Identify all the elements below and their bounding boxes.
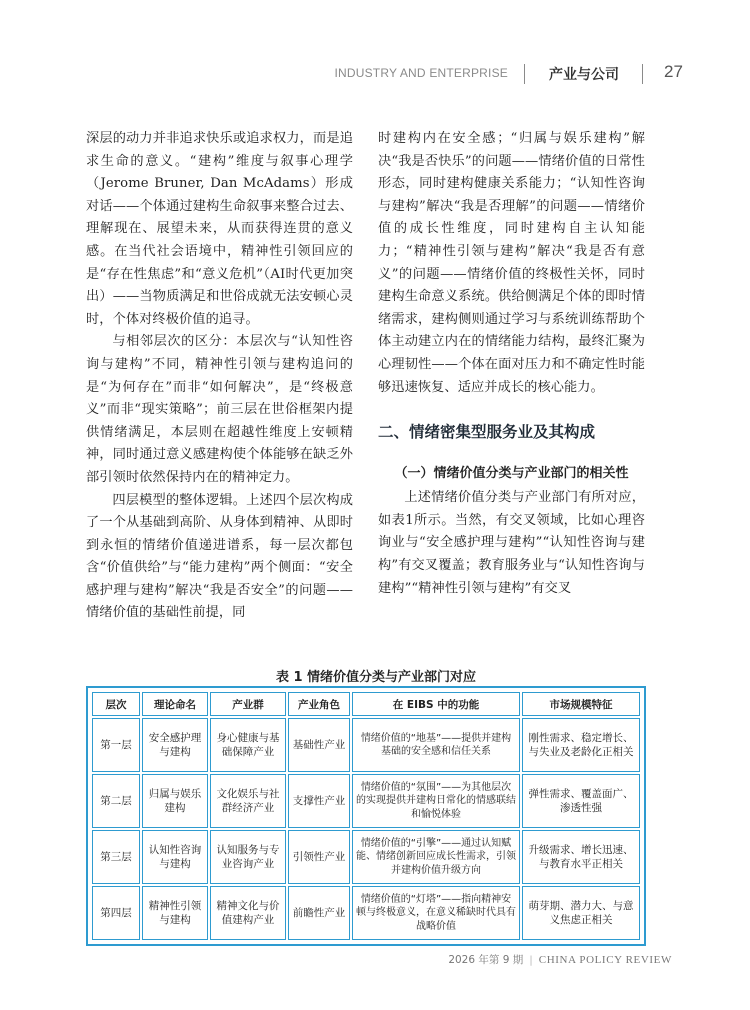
table-cell: 弹性需求、覆盖面广、渗透性强 bbox=[522, 774, 640, 828]
table-cell: 认知性咨询与建构 bbox=[142, 830, 208, 884]
table-row bbox=[92, 886, 640, 940]
data-table-frame bbox=[86, 686, 646, 946]
table-row bbox=[92, 774, 640, 828]
header-divider bbox=[524, 64, 525, 84]
table-header-cell: 层次 bbox=[92, 692, 140, 716]
table-cell: 文化娱乐与社群经济产业 bbox=[210, 774, 286, 828]
body-paragraph: 上述情绪价值分类与产业部门有所对应，如表1所示。当然，有交叉领域，比如心理咨询业与“安全感护理与建构”“认知性咨询与建构”有交叉覆盖；教育服务业与“认知性咨询与建构”“精神性引领与建构”有交叉 bbox=[378, 490, 645, 596]
table-header-cell: 产业群 bbox=[210, 692, 286, 716]
table-cell: 第一层 bbox=[92, 718, 140, 772]
table-caption: 表 1 情绪价值分类与产业部门对应 bbox=[275, 670, 477, 685]
running-header-english: INDUSTRY AND ENTERPRISE bbox=[334, 66, 508, 80]
table-cell: 升级需求、增长迅速、与教育水平正相关 bbox=[522, 830, 640, 884]
table-cell: 归属与娱乐建构 bbox=[142, 774, 208, 828]
table-cell: 情绪价值的“地基”——提供并建构基础的安全感和信任关系 bbox=[352, 718, 520, 772]
table-cell: 精神性引领与建构 bbox=[142, 886, 208, 940]
table-cell: 情绪价值的“灯塔”——指向精神安顿与终极意义，在意义稀缺时代具有战略价值 bbox=[352, 886, 520, 940]
table-cell: 第三层 bbox=[92, 830, 140, 884]
subsection-heading: （一）情绪价值分类与产业部门的相关性 bbox=[394, 466, 629, 482]
section-heading: 二、情绪密集型服务业及其构成 bbox=[378, 423, 596, 442]
table-header-cell: 在 EIBS 中的功能 bbox=[352, 692, 520, 716]
page-number: 27 bbox=[664, 62, 683, 81]
running-header-chinese: 产业与公司 bbox=[549, 67, 619, 83]
table-cell: 引领性产业 bbox=[288, 830, 350, 884]
table-row bbox=[92, 718, 640, 772]
table-header-row bbox=[92, 692, 640, 716]
table-cell: 精神文化与价值建构产业 bbox=[210, 886, 286, 940]
table-cell: 基础性产业 bbox=[288, 718, 350, 772]
table-cell: 安全感护理与建构 bbox=[142, 718, 208, 772]
table-cell: 情绪价值的“引擎”——通过认知赋能、情绪创新回应成长性需求，引领并建构价值升级方向 bbox=[352, 830, 520, 884]
body-paragraph: 深层的动力并非追求快乐或追求权力，而是追求生命的意义。“建构”维度与叙事心理学（Jerome Bruner, Dan McAdams）形成对话——个体通过建构生命叙事来整合过去、理解现在、展望未来，从而获得连贯的意义感。在当代社会语境中，精神性引领回应的是“存在性焦虑”和“意义危机”（AI时代更加突出）——当物质满足和世俗成就无法安顿心灵时，个体对终极价值的追寻。 bbox=[86, 131, 353, 327]
body-paragraph: 时建构内在安全感；“归属与娱乐建构”解决“我是否快乐”的问题——情绪价值的日常性形态，同时建构健康关系能力；“认知性咨询与建构”解决“我是否理解”的问题——情绪价值的成长性维度，同时建构自主认知能力；“精神性引领与建构”解决“我是否有意义”的问题——情绪价值的终极性关怀，同时建构生命意义系统。供给侧满足个体的即时情绪需求，建构侧则通过学习与系统训练帮助个体主动建立内在的情绪能力结构，最终汇聚为心理韧性——个体在面对压力和不确定性时能够迅速恢复、适应并成长的核心能力。 bbox=[378, 131, 645, 395]
issue-label: 2026 年第 9 期 bbox=[448, 954, 524, 966]
table-cell: 第四层 bbox=[92, 886, 140, 940]
table-header-cell: 产业角色 bbox=[288, 692, 350, 716]
left-column bbox=[86, 128, 353, 625]
footer-divider: | bbox=[529, 954, 533, 966]
table-header-cell: 理论命名 bbox=[142, 692, 208, 716]
table-cell: 萌芽期、潜力大、与意义焦虑正相关 bbox=[522, 886, 640, 940]
table-cell: 情绪价值的“氛围”——为其他层次的实现提供并建构日常化的情感联结和愉悦体验 bbox=[352, 774, 520, 828]
data-table bbox=[90, 690, 642, 942]
header-divider bbox=[642, 64, 643, 84]
table-row bbox=[92, 830, 640, 884]
table-header-cell: 市场规模特征 bbox=[522, 692, 640, 716]
right-column bbox=[378, 128, 645, 600]
body-paragraph: 四层模型的整体逻辑。上述四个层次构成了一个从基础到高阶、从身体到精神、从即时到永恒的情绪价值递进谱系，每一层次都包含“价值供给”与“能力建构”两个侧面：“安全感护理与建构”解决“我是否安全”的问题——情绪价值的基础性前提，同 bbox=[86, 492, 353, 621]
table-cell: 前瞻性产业 bbox=[288, 886, 350, 940]
page-footer bbox=[420, 952, 672, 967]
body-paragraph: 与相邻层次的区分：本层次与“认知性咨询与建构”不同，精神性引领与建构追问的是“为何存在”而非“如何解决”，是“终极意义”而非“现实策略”；前三层在世俗框架内提供情绪满足，本层则在超越性维度上安顿精神，同时通过意义感建构使个体能够在缺乏外部引领时依然保持内在的精神定力。 bbox=[86, 334, 353, 485]
table-cell: 第二层 bbox=[92, 774, 140, 828]
table-cell: 支撑性产业 bbox=[288, 774, 350, 828]
table-cell: 身心健康与基础保障产业 bbox=[210, 718, 286, 772]
journal-name: CHINA POLICY REVIEW bbox=[538, 954, 672, 966]
table-cell: 认知服务与专业咨询产业 bbox=[210, 830, 286, 884]
table-cell: 刚性需求、稳定增长、与失业及老龄化正相关 bbox=[522, 718, 640, 772]
